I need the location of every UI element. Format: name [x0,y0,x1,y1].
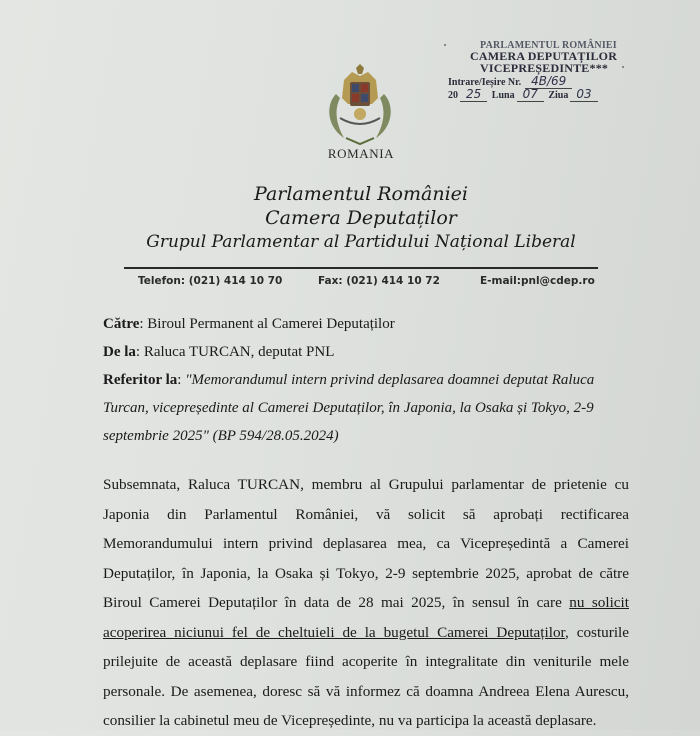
reference-line-1: Referitor la: "Memorandumul intern privind deplasarea doamnei deputat Raluca [103,372,595,388]
stamp-entry-number: 4B/69 [525,74,572,89]
laurel-left [329,94,344,138]
medallion [354,108,366,120]
sender-value: Raluca TURCAN, deputat PNL [143,344,335,360]
header-divider [124,267,598,269]
body-part-1: Subsemnata, Raluca TURCAN, membru al Grupului parlamentar de prietenie cu Japonia din Parlamentul României, vă solicit să aprobați rectificarea Memorandumului intern privind deplasarea mea, ca Vicepreședintă a Camerei Deputaților, în Japonia, la Osaka și Tokyo, 2-9 septembrie 2025, aprobat de către Biroul Camerei Deputaților în data de 28 mai 2025, în sensul în care [103,476,629,611]
stamp-line-2: CAMERA DEPUTAȚILOR [470,49,618,63]
reference-line-2 [103,400,594,417]
letter-body [103,470,629,736]
reference-label: Referitor la [103,372,178,388]
reference-text-1: "Memorandumul intern privind deplasarea doamnei deputat Raluca [185,372,595,388]
romania-coat-of-arms-icon [322,64,398,148]
stamp-entry [448,74,572,88]
body-part-2: , costurile prilejuite de această deplasare fiind acoperite în integralitate din veniturile mele personale. De asemenea, doresc să vă informez că doamna Andreea Elena Aurescu, consilier la cabinetul meu de Vicepreședinte, nu va participa la această deplasare. [103,623,629,729]
shield-quarter [361,94,368,102]
laurel-tie [346,138,374,144]
group-title: Grupul Parlamentar al Partidului Național Liberal [146,232,576,252]
reference-line-3 [103,428,339,445]
stamp-line-3: VICEPREȘEDINTE*** [480,61,609,75]
institution-title: Parlamentul României [254,183,468,205]
stamp-year-prefix: 20 [448,90,458,101]
shield-quarter [361,84,368,92]
stamp-dot [622,66,624,68]
fax: Fax: (021) 414 10 72 [318,275,440,287]
shield-quarter [352,84,359,92]
recipient-label: Către [103,316,140,332]
recipient-value: Biroul Permanent al Camerei Deputaților [147,316,395,332]
sender-label: De la [103,344,136,360]
crown [356,64,364,74]
stamp-month: 07 [517,87,544,102]
stamp-line-1: PARLAMENTUL ROMÂNIEI [480,40,617,51]
shield-quarter [352,94,359,102]
reference-text-2: Turcan, vicepreședinte al Camerei Deputaților, în Japonia, la Osaka și Tokyo, 2-9 [103,400,594,416]
registration-stamp [448,40,632,102]
laurel-right [376,94,391,138]
stamp-day-label: Ziua [548,90,569,101]
email: E-mail:pnl@cdep.ro [480,275,595,287]
stamp-month-label: Luna [491,90,515,101]
country-label: ROMANIA [327,146,395,161]
chamber-title: Camera Deputaților [265,207,457,229]
stamp-entry-label: Intrare/Ieșire Nr. [448,77,522,88]
stamp-date [448,87,600,101]
recipient-line: Către: Biroul Permanent al Camerei Deputaților [103,316,395,332]
stamp-year: 25 [460,87,487,102]
stamp-dot [444,44,446,46]
sender-line: De la: Raluca TURCAN, deputat PNL [103,344,335,360]
phone: Telefon: (021) 414 10 70 [138,275,283,287]
stamp-day: 03 [570,87,597,102]
body-underlined-request: nu solicit acoperirea niciunui fel de cheltuieli de la bugetul Camerei Deputaților [103,594,629,641]
reference-text-3: septembrie 2025" (BP 594/28.05.2024) [103,428,339,444]
